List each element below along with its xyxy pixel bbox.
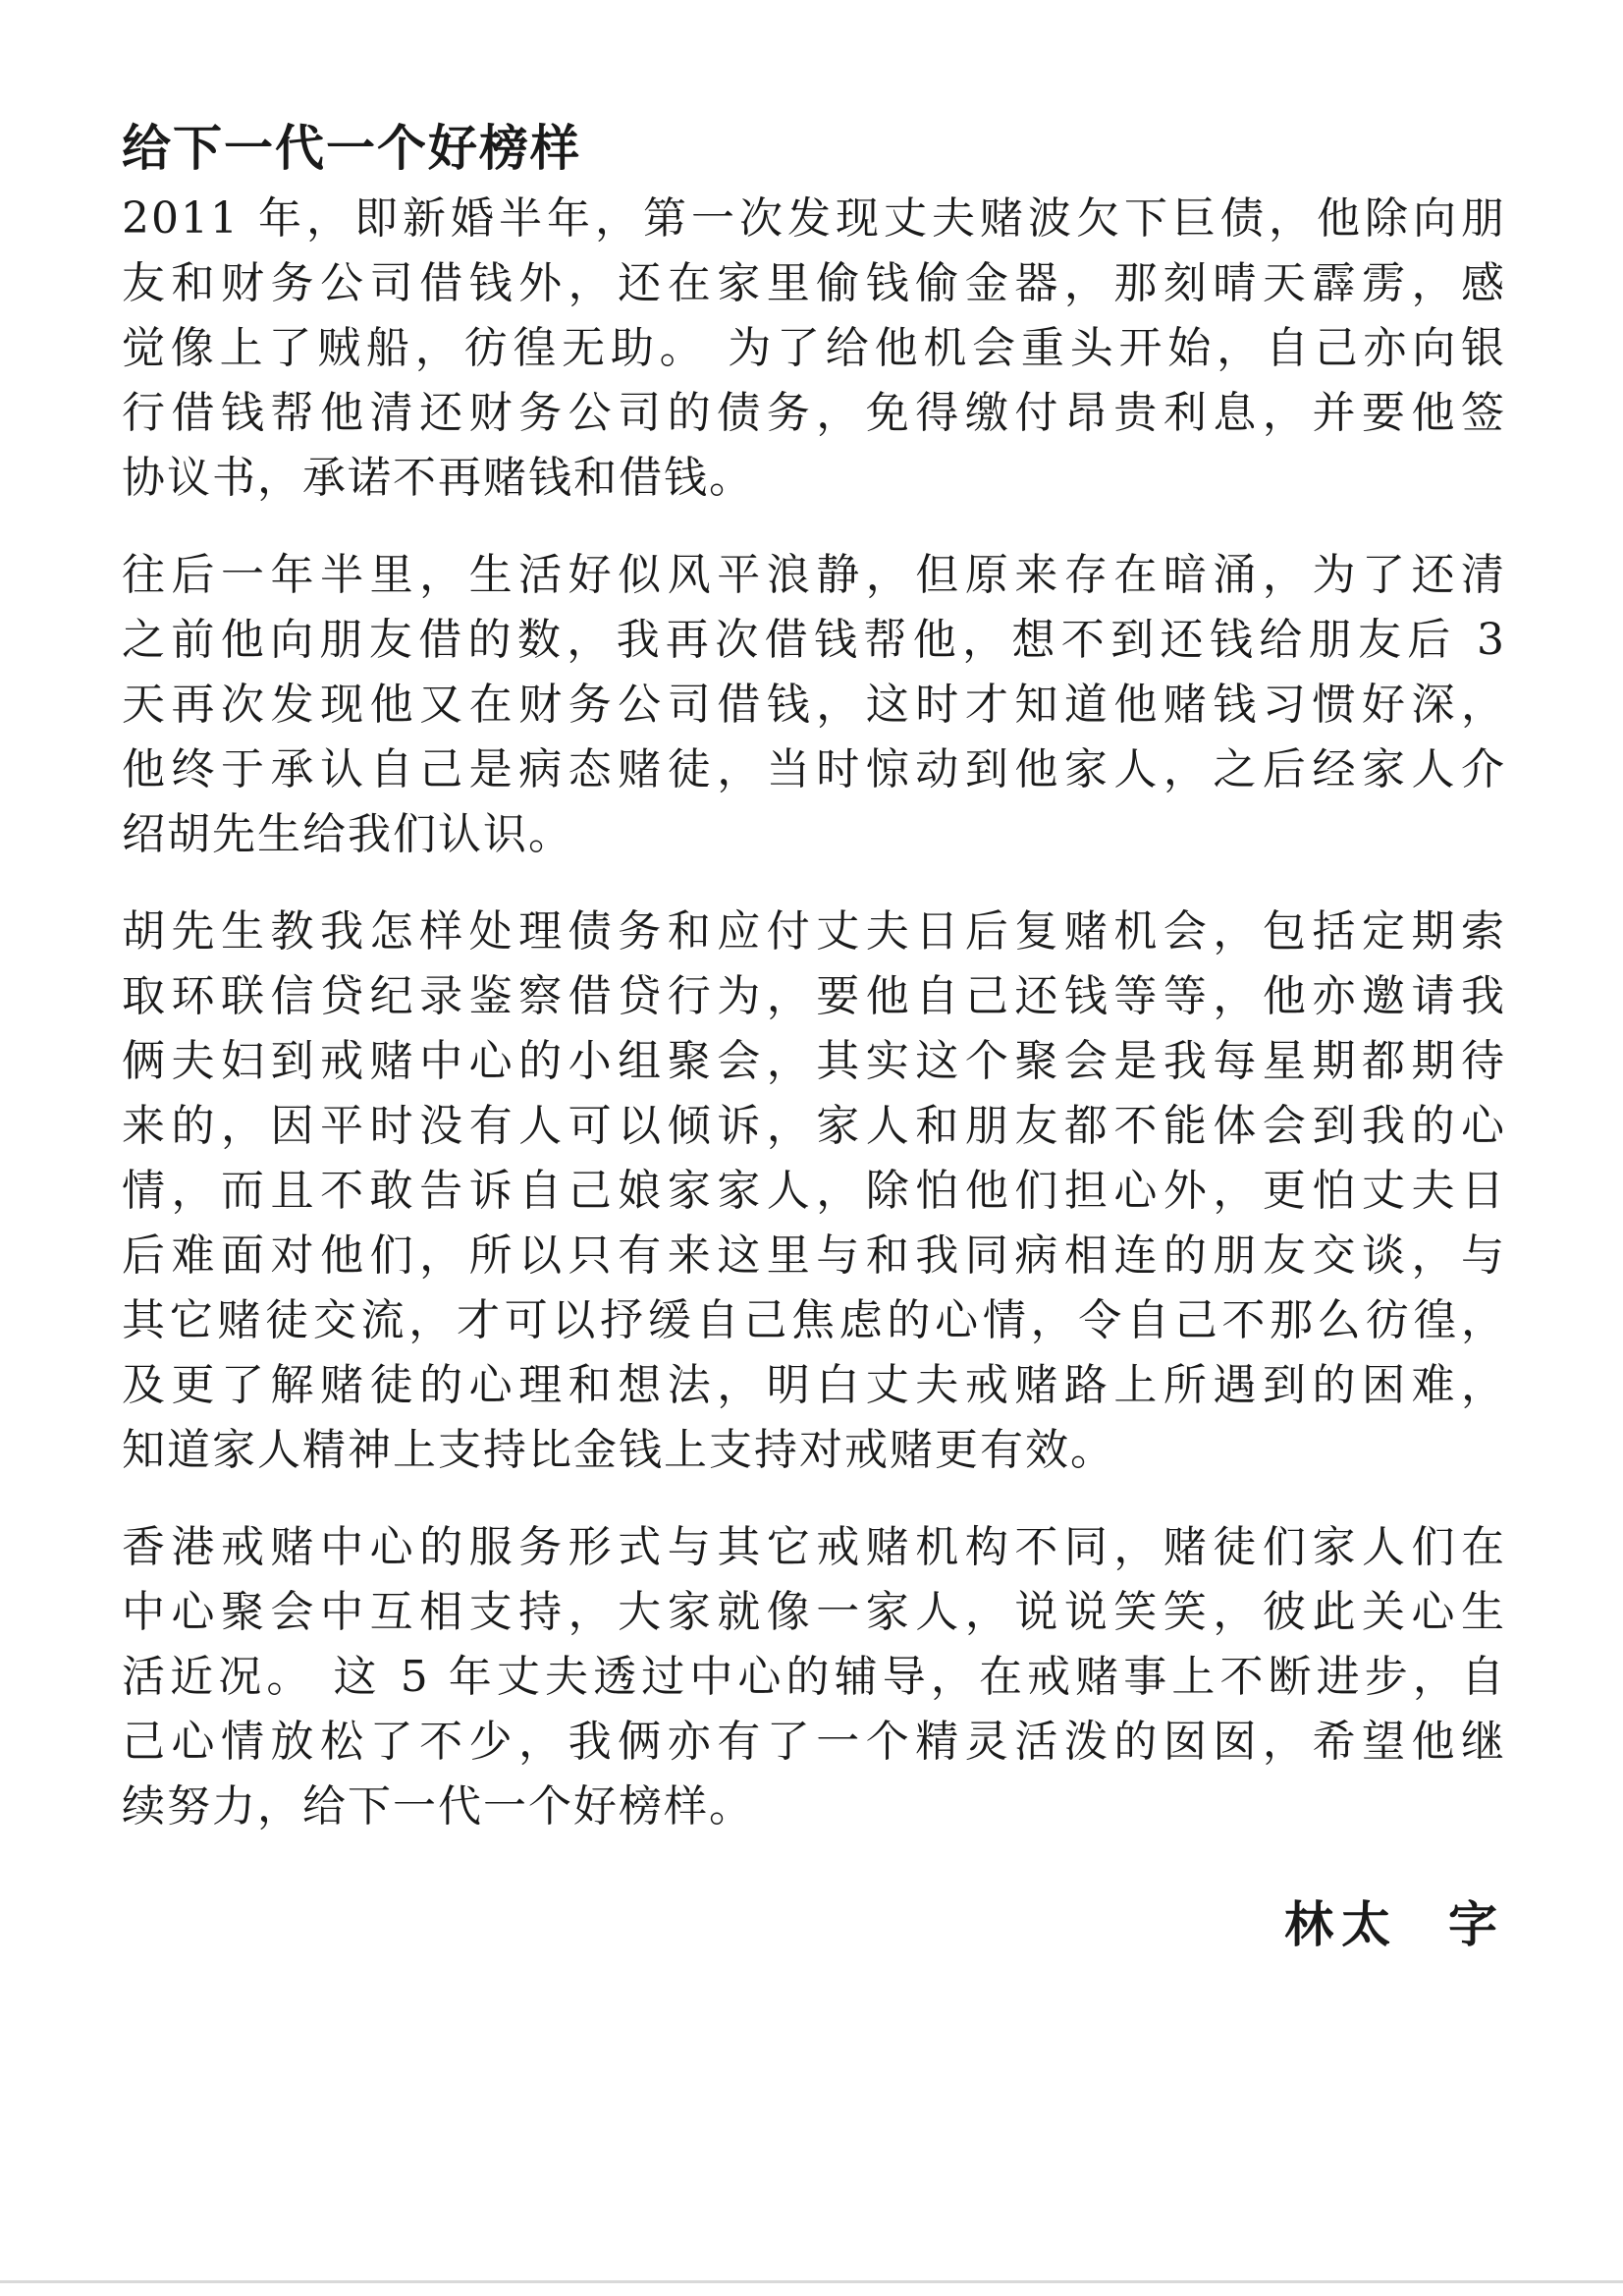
text-line: 及更了解赌徒的心理和想法，明白丈夫戒赌路上所遇到的困难，	[122, 1360, 1506, 1410]
text-line: 来的，因平时没有人可以倾诉，家人和朋友都不能体会到我的心	[122, 1101, 1506, 1151]
text-line: 之前他向朋友借的数，我再次借钱帮他，想不到还钱给朋友后 3	[122, 615, 1506, 665]
text-line: 中心聚会中互相支持，大家就像一家人，说说笑笑，彼此关心生	[122, 1587, 1506, 1637]
text-line: 协议书，承诺不再赌钱和借钱。	[122, 453, 754, 503]
text-line: 他终于承认自己是病态赌徒，当时惊动到他家人，之后经家人介	[122, 744, 1506, 794]
text-line: 俩夫妇到戒赌中心的小组聚会，其实这个聚会是我每星期都期待	[122, 1036, 1506, 1086]
text-line: 取环联信贷纪录鉴察借贷行为，要他自己还钱等等，他亦邀请我	[122, 971, 1506, 1021]
text-line: 觉像上了贼船，彷徨无助。 为了给他机会重头开始，自己亦向银	[122, 323, 1506, 373]
paragraph-2	[122, 543, 1506, 867]
text-line: 香港戒赌中心的服务形式与其它戒赌机构不同，赌徒们家人们在	[122, 1522, 1506, 1572]
text-line: 续努力，给下一代一个好榜样。	[122, 1781, 754, 1831]
paragraph-1	[122, 187, 1506, 511]
document-title: 给下一代一个好榜样	[122, 119, 581, 177]
text-line: 活近况。 这 5 年丈夫透过中心的辅导，在戒赌事上不断进步，自	[122, 1652, 1506, 1702]
text-line: 绍胡先生给我们认识。	[122, 809, 573, 859]
text-line: 友和财务公司借钱外，还在家里偷钱偷金器，那刻晴天霹雳，感	[122, 258, 1506, 308]
text-line: 后难面对他们，所以只有来这里与和我同病相连的朋友交谈，与	[122, 1230, 1506, 1281]
text-line: 行借钱帮他清还财务公司的债务，免得缴付昂贵利息，并要他签	[122, 388, 1506, 438]
document-body	[122, 187, 1506, 1872]
text-line: 往后一年半里，生活好似风平浪静，但原来存在暗涌，为了还清	[122, 550, 1506, 600]
text-line: 胡先生教我怎样处理债务和应付丈夫日后复赌机会，包括定期索	[122, 906, 1506, 957]
scan-edge-divider	[0, 2280, 1623, 2283]
paragraph-3	[122, 900, 1506, 1483]
text-line: 知道家人精神上支持比金钱上支持对戒赌更有效。	[122, 1425, 1115, 1475]
text-line: 其它赌徒交流，才可以抒缓自己焦虑的心情，令自己不那么彷徨，	[122, 1295, 1506, 1345]
text-line: 情，而且不敢告诉自己娘家家人，除怕他们担心外，更怕丈夫日	[122, 1166, 1506, 1216]
text-line: 天再次发现他又在财务公司借钱，这时才知道他赌钱习惯好深，	[122, 680, 1506, 730]
paragraph-4	[122, 1515, 1506, 1839]
signature: 林太 字	[1284, 1895, 1505, 1953]
text-line: 己心情放松了不少，我俩亦有了一个精灵活泼的囡囡，希望他继	[122, 1717, 1506, 1767]
text-line: 2011 年，即新婚半年，第一次发现丈夫赌波欠下巨债，他除向朋	[122, 193, 1506, 244]
